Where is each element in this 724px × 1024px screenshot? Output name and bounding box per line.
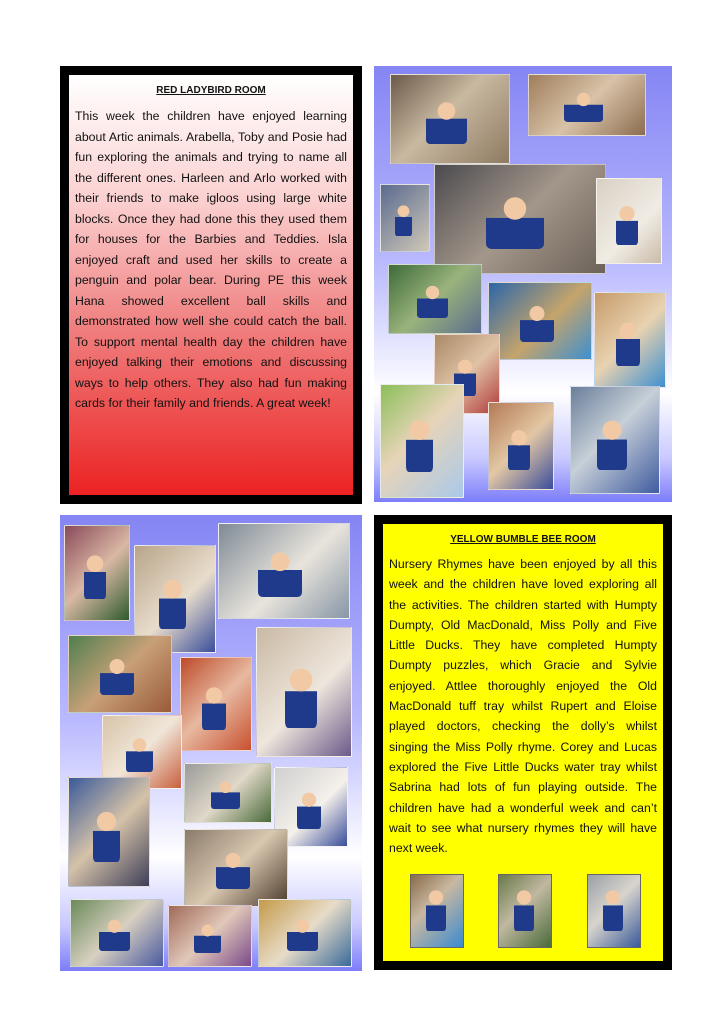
photo [488,282,592,360]
photo [184,829,288,907]
photo [488,402,554,490]
red-ladybird-title: RED LADYBIRD ROOM [156,85,266,96]
photo [380,184,430,252]
photo [180,657,252,751]
red-ladybird-panel [60,66,362,504]
photo [68,777,150,887]
red-ladybird-text: This week the children have enjoyed learning about Artic animals. Arabella, Toby and Posie had fun exploring the animals and trying to name all the different ones. Harleen and Arlo worked with their friends to make igloos using large white blocks. Once they had done this they used them for houses for the Barbies and Teddies. Isla enjoyed craft and used her skills to create a penguin and polar bear. During PE this week Hana showed excellent ball skills and demonstrated how well she could catch the ball. To support mental health day the children have enjoyed talking their emotions and discussing ways to help others. They also had fun making cards for their family and friends. A great week! [75,109,347,410]
photo [184,763,272,823]
yellow-bumble-bee-title: YELLOW BUMBLE BEE ROOM [450,534,596,545]
photo [168,905,252,967]
photo [388,264,482,334]
photo [594,292,666,388]
photo [570,386,660,494]
photo [434,164,606,274]
yellow-bumble-bee-panel [374,515,672,970]
photo [70,899,164,967]
photo [498,874,552,948]
photo [528,74,646,136]
yellow-bumble-bee-content [383,524,663,961]
red-ladybird-content [69,75,353,495]
photo [390,74,510,164]
photo [380,384,464,498]
photo [596,178,662,264]
yellow-bumble-bee-text: Nursery Rhymes have been enjoyed by all this week and the children have loved exploring all the activities. The children started with Humpty Dumpty, Old MacDonald, Miss Polly and Five Little Ducks. They have completed Humpty Dumpty puzzles, which Gracie and Sylvie enjoyed. Attlee thoroughly enjoyed the Old MacDonald tuff tray whilst Rupert and Eloise played doctors, checking the dolly’s whilst singing the Miss Polly rhyme. Corey and Lucas explored the Five Little Ducks water tray whilst Sabrina had lots of fun playing outside. The children have had a wonderful week and can’t wait to see what nursery rhymes they will have next week. [389,557,657,856]
photo [68,635,172,713]
photo [256,627,352,757]
photo [258,899,352,967]
yellow-room-photo-collage [60,515,362,971]
photo [410,874,464,948]
photo [218,523,350,619]
photo [587,874,641,948]
red-room-photo-collage [374,66,672,502]
photo [64,525,130,621]
